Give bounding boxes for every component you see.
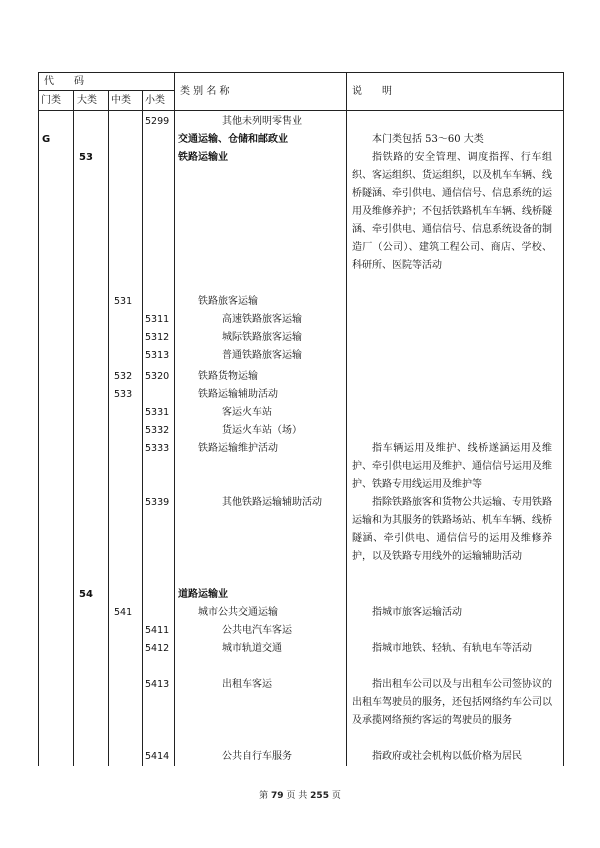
header-name: 类 别 名 称: [180, 86, 230, 97]
code-xiao: 5339: [145, 497, 170, 508]
category-description: 指除铁路旅客和货物公共运输、专用铁路运输和为其服务的铁路场站、机车车辆、线桥隧涵、牵引供电、通信信号的运用及维修养护，以及铁路专用线外的运输辅助活动: [352, 497, 552, 562]
header-code: 代 码: [44, 76, 84, 87]
table-row: [38, 113, 564, 131]
code-xiao: 5331: [145, 407, 170, 418]
code-xiao: 5412: [145, 643, 170, 654]
header-men: 门类: [41, 95, 61, 106]
category-name: 出租车客运: [222, 679, 272, 690]
code-xiao: 5313: [145, 350, 170, 361]
header-bottom-line: [38, 110, 564, 111]
code-xiao: 5312: [145, 332, 170, 343]
code-zhong: 541: [114, 607, 133, 618]
header-da: 大类: [77, 95, 97, 106]
header-desc: 说 明: [352, 86, 392, 97]
category-name: 铁路运输辅助活动: [198, 389, 278, 400]
table-row: [38, 329, 564, 347]
category-name: 城市轨道交通: [222, 643, 282, 654]
category-name: 铁路货物运输: [198, 371, 258, 382]
category-name: 普通铁路旅客运输: [222, 350, 302, 361]
footer-prefix: 第: [259, 791, 269, 801]
table-row: [38, 368, 564, 386]
code-xiao: 5299: [145, 116, 170, 127]
category-description: 指铁路的安全管理、调度指挥、行车组织、客运组织、货运组织，以及机车车辆、线桥隧涵、牵引供电、通信信号、信息系统的运用及维修养护；不包括铁路机车车辆、线桥隧涵、牵引供电、通信信号、信息系统设备的制造厂（公司）、建筑工程公司、商店、学校、科研所、医院等活动: [352, 152, 552, 271]
category-name: 其他铁路运输辅助活动: [222, 497, 322, 508]
code-da: 54: [79, 589, 93, 600]
table-row: [38, 293, 564, 311]
code-zhong: 533: [114, 389, 133, 400]
header-xiao: 小类: [145, 95, 165, 106]
table-row: [38, 347, 564, 365]
page-footer: [0, 788, 600, 801]
table-row: [38, 404, 564, 422]
table-row: [38, 586, 564, 604]
code-xiao: 5411: [145, 625, 170, 636]
table-row: [38, 311, 564, 329]
total-pages: 255: [310, 791, 329, 801]
code-xiao: 5311: [145, 314, 170, 325]
category-name: 城际铁路旅客运输: [222, 332, 302, 343]
code-zhong: 531: [114, 296, 133, 307]
classification-table: [38, 72, 564, 766]
category-name: 公共自行车服务: [222, 751, 292, 762]
table-row: [38, 622, 564, 640]
table-row: [38, 386, 564, 404]
code-xiao: 5333: [145, 443, 170, 454]
table-row: [38, 422, 564, 440]
header-zhong: 中类: [111, 95, 131, 106]
category-name: 货运火车站（场）: [222, 425, 302, 436]
code-men: G: [42, 134, 51, 145]
footer-mid: 页 共: [286, 791, 308, 801]
category-name: 高速铁路旅客运输: [222, 314, 302, 325]
category-name: 铁路运输业: [178, 152, 228, 163]
category-description: 指城市地铁、轻轨、有轨电车等活动: [372, 643, 532, 654]
category-description: 指车辆运用及维护、线桥遂涵运用及维护、牵引供电运用及维护、通信信号运用及维护、铁路专用线运用及维护等: [352, 443, 552, 490]
category-name: 其他未列明零售业: [222, 116, 302, 127]
table-border-top: [38, 72, 564, 73]
code-xiao: 5320: [145, 371, 170, 382]
category-name: 交通运输、仓储和邮政业: [178, 134, 288, 145]
category-name: 铁路旅客运输: [198, 296, 258, 307]
code-xiao: 5332: [145, 425, 170, 436]
category-name: 铁路运输维护活动: [198, 443, 278, 454]
category-description: 指城市旅客运输活动: [372, 607, 462, 618]
category-description: 指出租车公司以及与出租车公司签协议的出租车驾驶员的服务，还包括网络约车公司以及承揽网络预约客运的驾驶员的服务: [352, 679, 552, 726]
page-number: 79: [271, 791, 284, 801]
footer-suffix: 页: [331, 791, 341, 801]
category-name: 公共电汽车客运: [222, 625, 292, 636]
category-name: 道路运输业: [178, 589, 228, 600]
category-name: 客运火车站: [222, 407, 272, 418]
category-description: 指政府或社会机构以低价格为居民: [372, 751, 522, 762]
category-description: 本门类包括 53～60 大类: [372, 134, 484, 145]
category-name: 城市公共交通运输: [198, 607, 278, 618]
code-zhong: 532: [114, 371, 133, 382]
header-code-divider: [38, 90, 175, 91]
code-xiao: 5414: [145, 751, 170, 762]
code-xiao: 5413: [145, 679, 170, 690]
code-da: 53: [79, 152, 93, 163]
